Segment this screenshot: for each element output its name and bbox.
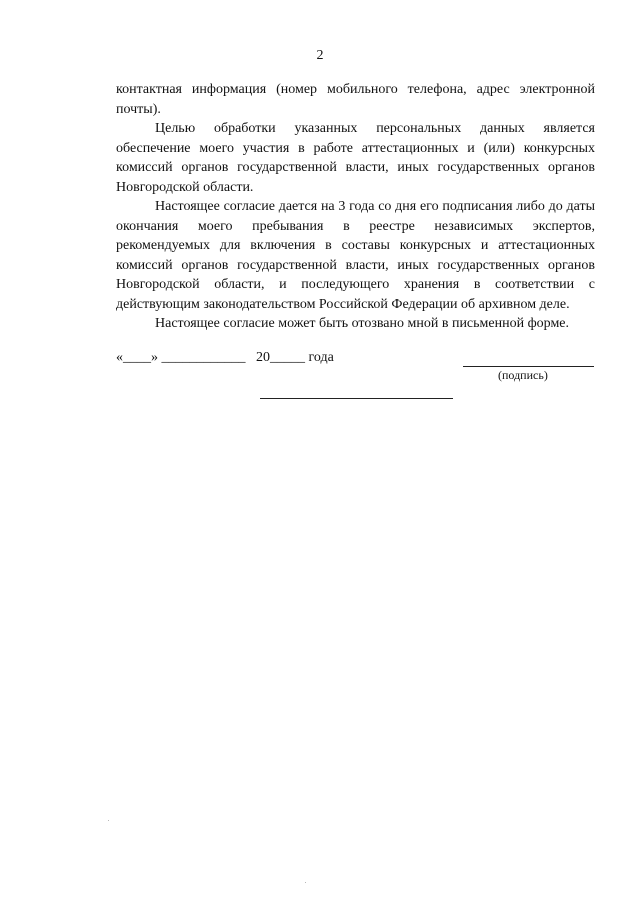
document-body [116,80,595,334]
paragraph-validity-period: Настоящее согласие дается на 3 года со дня его подписания либо до даты окончания моего пребывания в реестре независимых экспертов, рекомендуемых для включения в составы конкурсных и аттестационных комиссий органов государственной власти, иных государственных органов Новгородской области, и последующего хранения в соответствии с действующим законодательством Российской Федерации об архивном деле. [116,199,595,312]
scan-speck [108,820,109,821]
scan-speck [305,882,306,883]
date-blank: «____» ____________ 20_____ года [116,350,334,365]
name-line [260,398,453,399]
signature-caption: (подпись) [498,368,548,382]
signature-row [116,350,595,370]
page-number: 2 [316,48,324,63]
paragraph-contact-info: контактная информация (номер мобильного телефона, адрес электронной почты). [116,82,595,117]
paragraph-purpose: Целью обработки указанных персональных данных является обеспечение моего участия в работе аттестационных и (или) конкурсных комиссий органов государственной власти, иных государственных органов Новгородской области. [116,121,595,195]
signature-line [463,366,594,367]
paragraph-revocation: Настоящее согласие может быть отозвано мной в письменной форме. [155,316,570,331]
